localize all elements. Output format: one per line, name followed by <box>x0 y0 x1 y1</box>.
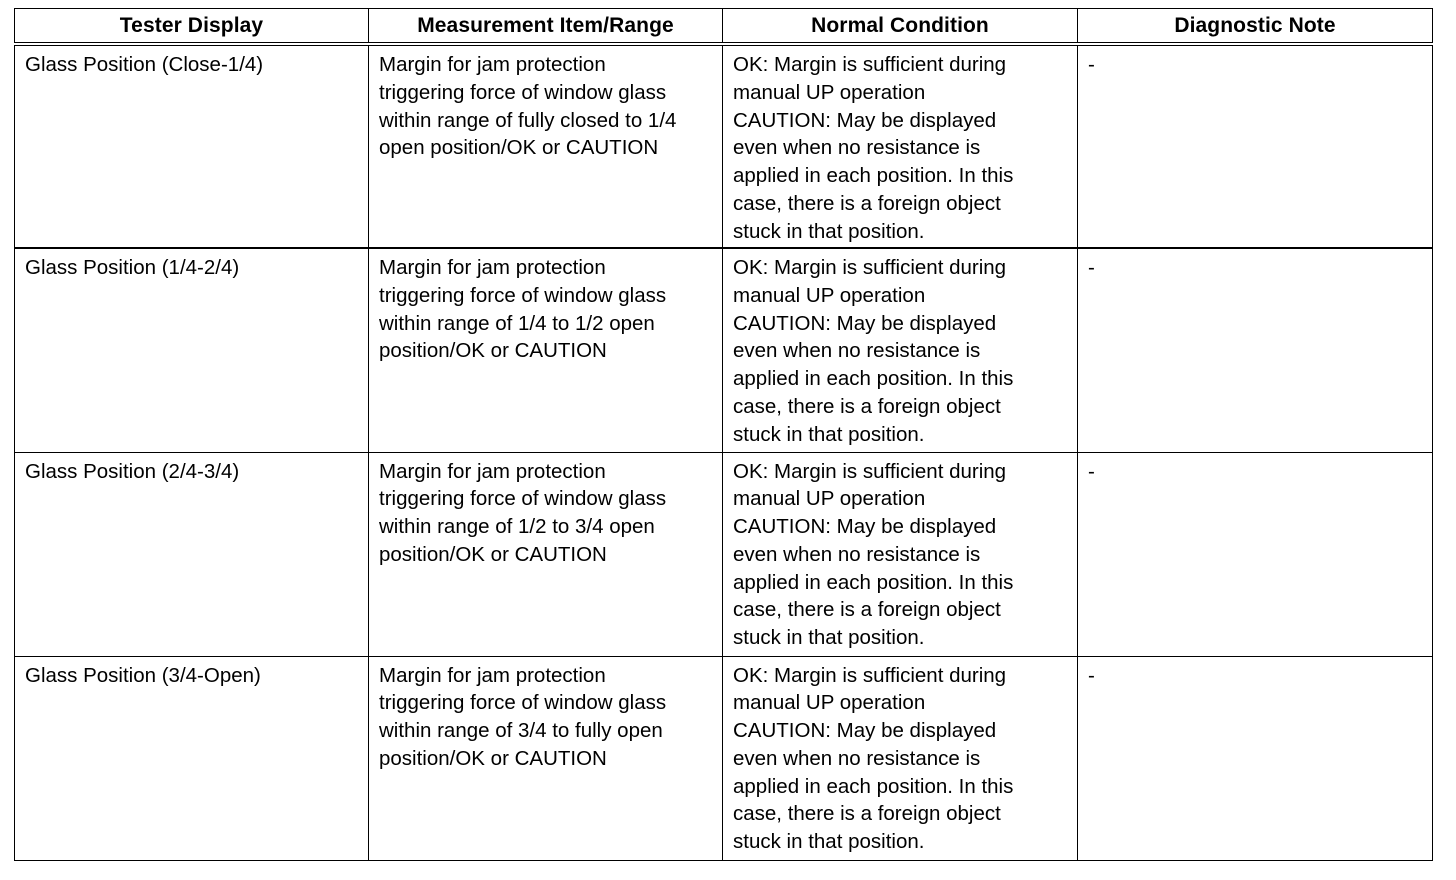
cell-normal-condition <box>723 44 1078 248</box>
measurement-text: Margin for jam protection triggering force of window glass within range of 1/2 to 3/4 open position/OK or CAUTION <box>379 459 667 566</box>
cell-diagnostic-note <box>1078 656 1433 860</box>
diagnostic-note-text: - <box>1088 53 1095 76</box>
header-normal-condition: Normal Condition <box>723 9 1078 45</box>
normal-condition-text: OK: Margin is sufficient during manual UP operation CAUTION: May be displayed even when no resistance is applied in each position. In this case, there is a foreign object stuck in that position. <box>733 53 1014 243</box>
tester-display-text: Glass Position (1/4-2/4) <box>25 256 240 279</box>
tester-display-text: Glass Position (3/4-Open) <box>25 663 261 687</box>
tester-display-text: Glass Position (2/4-3/4) <box>25 459 240 483</box>
header-diagnostic-note: Diagnostic Note <box>1078 9 1433 45</box>
data-list-sheet <box>14 8 1432 861</box>
normal-condition-text: OK: Margin is sufficient during manual UP operation CAUTION: May be displayed even when no resistance is applied in each position. In this case, there is a foreign object stuck in that position. <box>733 459 1014 650</box>
tester-display-text: Glass Position (Close-1/4) <box>25 53 264 76</box>
measurement-text: Margin for jam protection triggering force of window glass within range of 1/4 to 1/2 open position/OK or CAUTION <box>379 256 667 363</box>
cell-diagnostic-note <box>1078 44 1433 248</box>
cell-tester-display <box>15 452 369 656</box>
measurement-text: Margin for jam protection triggering force of window glass within range of 3/4 to fully open position/OK or CAUTION <box>379 663 667 770</box>
cell-normal-condition <box>723 656 1078 860</box>
normal-condition-text: OK: Margin is sufficient during manual UP operation CAUTION: May be displayed even when no resistance is applied in each position. In this case, there is a foreign object stuck in that position. <box>733 663 1014 854</box>
cell-measurement <box>369 452 723 656</box>
table-row <box>15 248 1433 452</box>
cell-tester-display <box>15 656 369 860</box>
diagnostic-note-text: - <box>1088 256 1095 279</box>
diagnostic-note-text: - <box>1088 663 1095 687</box>
header-measurement-item-range: Measurement Item/Range <box>369 9 723 45</box>
table-header-row <box>15 9 1433 45</box>
normal-condition-text: OK: Margin is sufficient during manual UP operation CAUTION: May be displayed even when no resistance is applied in each position. In this case, there is a foreign object stuck in that position. <box>733 256 1014 446</box>
cell-normal-condition <box>723 248 1078 452</box>
table-row <box>15 452 1433 656</box>
table-row <box>15 656 1433 860</box>
cell-measurement <box>369 656 723 860</box>
cell-measurement <box>369 44 723 248</box>
cell-normal-condition <box>723 452 1078 656</box>
header-tester-display: Tester Display <box>15 9 369 45</box>
cell-tester-display <box>15 248 369 452</box>
cell-diagnostic-note <box>1078 452 1433 656</box>
data-list-table <box>14 8 1433 861</box>
table-row <box>15 44 1433 248</box>
cell-diagnostic-note <box>1078 248 1433 452</box>
cell-tester-display <box>15 44 369 248</box>
cell-measurement <box>369 248 723 452</box>
diagnostic-note-text: - <box>1088 459 1095 483</box>
measurement-text: Margin for jam protection triggering force of window glass within range of fully closed to 1/4 open position/OK or CAUTION <box>379 53 677 160</box>
